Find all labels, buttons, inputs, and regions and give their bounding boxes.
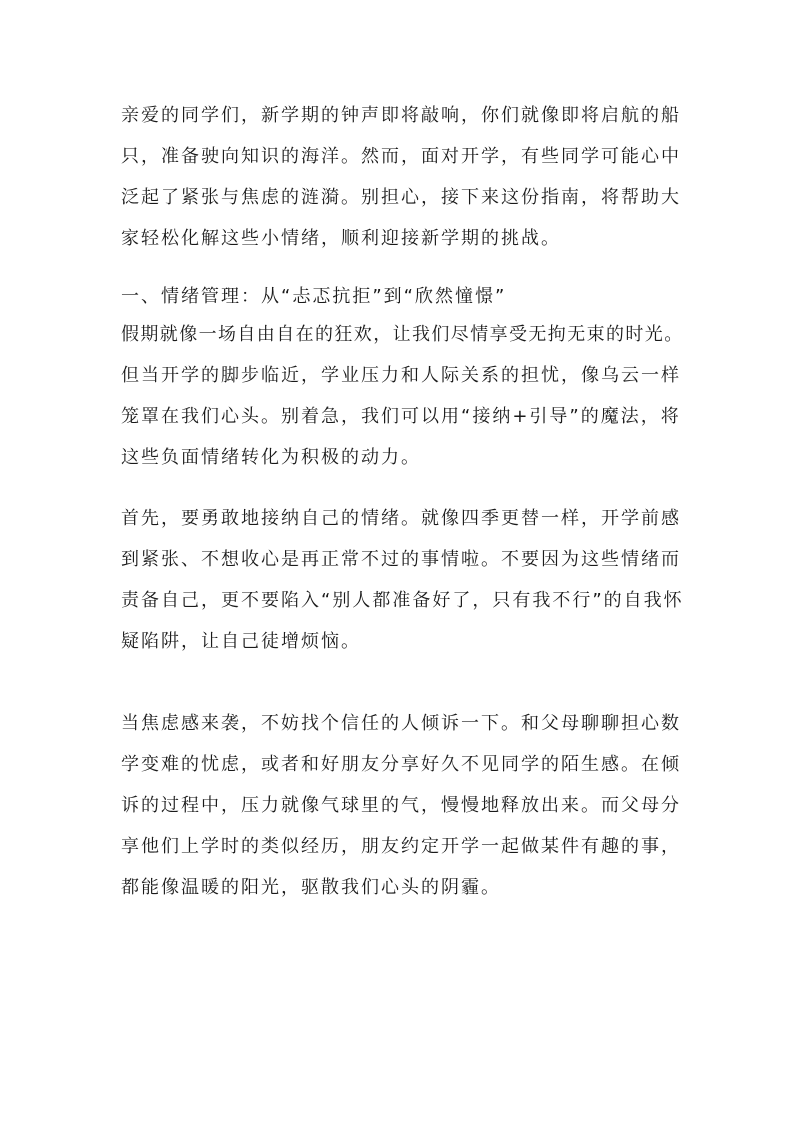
text-line: 笼罩在我们心头。别着急，我们可以用“接纳+引导”的魔法，将	[121, 406, 681, 427]
text-line: 这些负面情绪转化为积极的动力。	[121, 447, 421, 468]
text-line: 到紧张、不想收心是再正常不过的事情啦。不要因为这些情绪而	[121, 549, 681, 570]
text-line: 只，准备驶向知识的海洋。然而，面对开学，有些同学可能心中	[121, 146, 681, 167]
text-line: 都能像温暖的阳光，驱散我们心头的阴霾。	[121, 877, 501, 898]
text-line: 但当开学的脚步临近，学业压力和人际关系的担忧，像乌云一样	[121, 365, 681, 386]
text-line: 当焦虑感来袭，不妨找个信任的人倾诉一下。和父母聊聊担心数	[121, 713, 681, 734]
section-heading: 一、情绪管理：从“忐忑抗拒”到“欣然憧憬”	[121, 286, 507, 307]
text-line: 假期就像一场自由自在的狂欢，让我们尽情享受无拘无束的时光。	[121, 324, 684, 345]
text-line: 家轻松化解这些小情绪，顺利迎接新学期的挑战。	[121, 228, 561, 249]
text-line: 首先，要勇敢地接纳自己的情绪。就像四季更替一样，开学前感	[121, 508, 681, 529]
text-line: 亲爱的同学们，新学期的钟声即将敲响，你们就像即将启航的船	[121, 105, 681, 126]
text-line: 享他们上学时的类似经历，朋友约定开学一起做某件有趣的事，	[121, 836, 681, 857]
text-line: 诉的过程中，压力就像气球里的气，慢慢地释放出来。而父母分	[121, 795, 681, 816]
text-line: 泛起了紧张与焦虑的涟漪。别担心，接下来这份指南，将帮助大	[121, 187, 681, 208]
text-line: 学变难的忧虑，或者和好朋友分享好久不见同学的陌生感。在倾	[121, 754, 681, 775]
text-line: 责备自己，更不要陷入“别人都准备好了，只有我不行”的自我怀	[121, 590, 684, 611]
text-line: 疑陷阱，让自己徒增烦恼。	[121, 631, 361, 652]
